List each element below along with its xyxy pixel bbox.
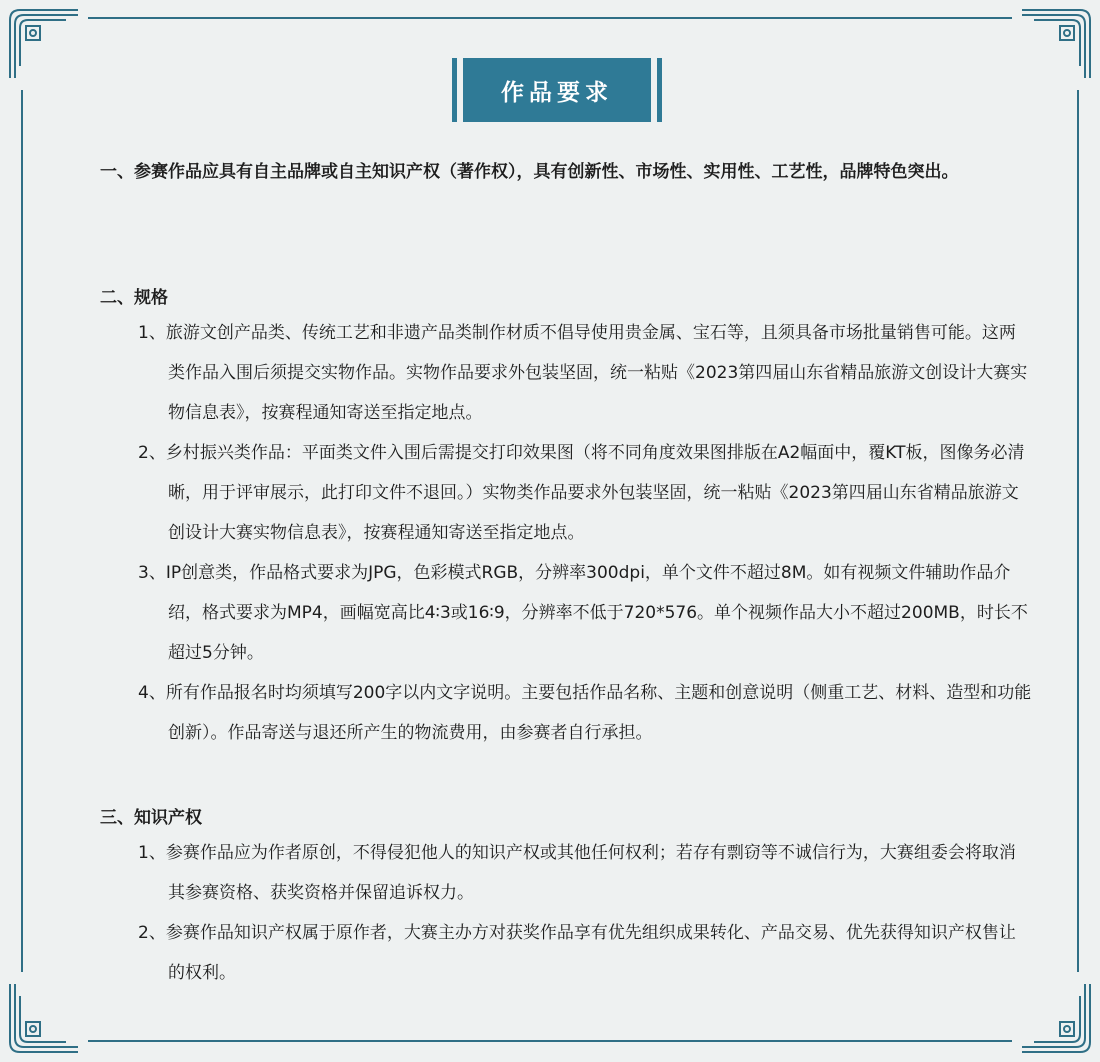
corner-ornament-icon [1018,6,1094,82]
section-heading-ip: 三、知识产权 [100,808,202,828]
section-heading-spec: 二、规格 [100,288,168,308]
list-item: 4、所有作品报名时均须填写200字以内文字说明。主要包括作品名称、主题和创意说明（侧重工艺、材料、造型和功能创新）。作品寄送与退还所产生的物流费用，由参赛者自行承担。 [138,683,1032,743]
border-left-line [21,90,23,972]
border-right-line [1077,90,1079,972]
lead-paragraph: 一、参赛作品应具有自主品牌或自主知识产权（著作权），具有创新性、市场性、实用性、工艺性，品牌特色突出。 [100,162,959,182]
corner-ornament-icon [6,6,82,82]
border-top-line [88,17,1012,19]
list-item: 1、参赛作品应为作者原创，不得侵犯他人的知识产权或其他任何权利；若存有剽窃等不诚信行为，大赛组委会将取消其参赛资格、获奖资格并保留追诉权力。 [138,843,1016,903]
border-bottom-line [88,1040,1012,1042]
corner-ornament-icon [6,980,82,1056]
list-item: 2、乡村振兴类作品：平面类文件入围后需提交打印效果图（将不同角度效果图排版在A2幅面中，覆KT板，图像务必清晰，用于评审展示，此打印文件不退回。）实物类作品要求外包装坚固，统一粘贴《2023第四届山东省精品旅游文创设计大赛实物信息表》，按赛程通知寄送至指定地点。 [138,443,1025,543]
title-bar-right [657,58,662,122]
list-item: 2、参赛作品知识产权属于原作者，大赛主办方对获奖作品享有优先组织成果转化、产品交易、优先获得知识产权售让的权利。 [138,923,1016,983]
title-bar-left [452,58,457,122]
page-title: 作品要求 [463,58,651,122]
title-banner [452,58,662,122]
list-item: 1、旅游文创产品类、传统工艺和非遗产品类制作材质不倡导使用贵金属、宝石等，且须具备市场批量销售可能。这两类作品入围后须提交实物作品。实物作品要求外包装坚固，统一粘贴《2023第四届山东省精品旅游文创设计大赛实物信息表》，按赛程通知寄送至指定地点。 [138,323,1028,423]
list-item: 3、IP创意类，作品格式要求为JPG，色彩模式RGB，分辨率300dpi，单个文件不超过8M。如有视频文件辅助作品介绍，格式要求为MP4，画幅宽高比4∶3或16∶9，分辨率不低于720*576。单个视频作品大小不超过200MB，时长不超过5分钟。 [138,563,1028,663]
